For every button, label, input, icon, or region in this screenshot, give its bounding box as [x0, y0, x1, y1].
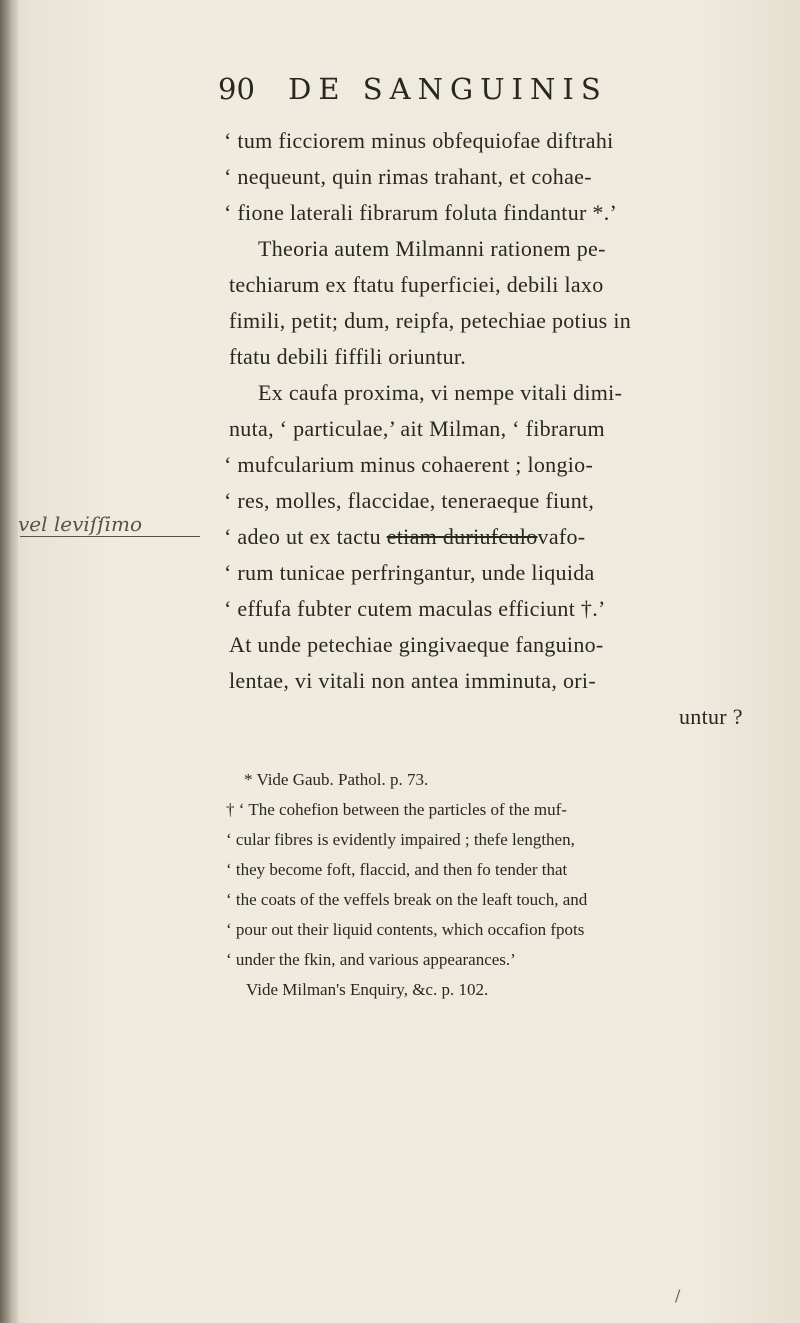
page-number: 90 — [218, 72, 255, 106]
body-line: techiarum ex ftatu fuperficiei, debili laxo — [229, 272, 604, 297]
footnote-line: ‘ cular fibres is evidently impaired ; thefe lengthen, — [226, 830, 575, 849]
body-line: ftatu debili fiffili oriuntur. — [229, 344, 467, 369]
footnote-line: ‘ they become foft, flaccid, and then fo tender that — [226, 860, 568, 879]
body-line: At unde petechiae gingivaeque fanguino- — [229, 632, 604, 657]
body-line: lentae, vi vitali non antea imminuta, ori- — [229, 668, 596, 693]
body-line — [224, 524, 585, 550]
body-line-start: ‘ adeo ut ex tactu — [224, 524, 381, 549]
body-line: Ex caufa proxima, vi nempe vitali dimi- — [258, 380, 623, 405]
footnote-line: Vide Milman's Enquiry, &c. p. 102. — [246, 980, 489, 999]
body-line: nuta, ‘ particulae,’ ait Milman, ‘ fibrarum — [229, 416, 605, 441]
handwritten-margin-note: vel leviſſimo — [18, 512, 143, 536]
body-line: untur ? — [679, 704, 743, 729]
footnote-line: † ‘ The cohefion between the particles of the muf- — [226, 800, 567, 819]
running-title: DE SANGUINIS — [288, 72, 608, 106]
footnote-line: ‘ the coats of the veffels break on the leaft touch, and — [226, 890, 588, 909]
body-line: ‘ nequeunt, quin rimas trahant, et cohae- — [224, 164, 592, 189]
footnote-line: * Vide Gaub. Pathol. p. 73. — [244, 770, 429, 789]
body-line: ‘ tum ficciorem minus obfequiofae diftrahi — [224, 128, 614, 153]
struck-through-text: etiam duriufculo — [386, 524, 538, 549]
body-line: ‘ fione laterali fibrarum foluta findantur *.’ — [224, 200, 618, 225]
running-header — [218, 72, 608, 106]
body-line: ‘ res, molles, flaccidae, teneraeque fiunt, — [224, 488, 595, 513]
body-line: ‘ effufa fubter cutem maculas efficiunt †.’ — [224, 596, 606, 621]
body-line: fimili, petit; dum, reipfa, petechiae potius in — [229, 308, 632, 333]
body-line: Theoria autem Milmanni rationem pe- — [258, 236, 606, 261]
body-line: ‘ rum tunicae perfringantur, unde liquida — [224, 560, 595, 585]
footnote-line: ‘ under the fkin, and various appearances.’ — [226, 950, 516, 969]
footnote-line: ‘ pour out their liquid contents, which occafion fpots — [226, 920, 585, 939]
body-line: ‘ mufcularium minus cohaerent ; longio- — [224, 452, 594, 477]
margin-note-underline — [20, 536, 200, 537]
body-line-end: vafo- — [537, 524, 586, 549]
book-spine — [0, 0, 18, 1323]
stray-mark: / — [675, 1286, 681, 1305]
